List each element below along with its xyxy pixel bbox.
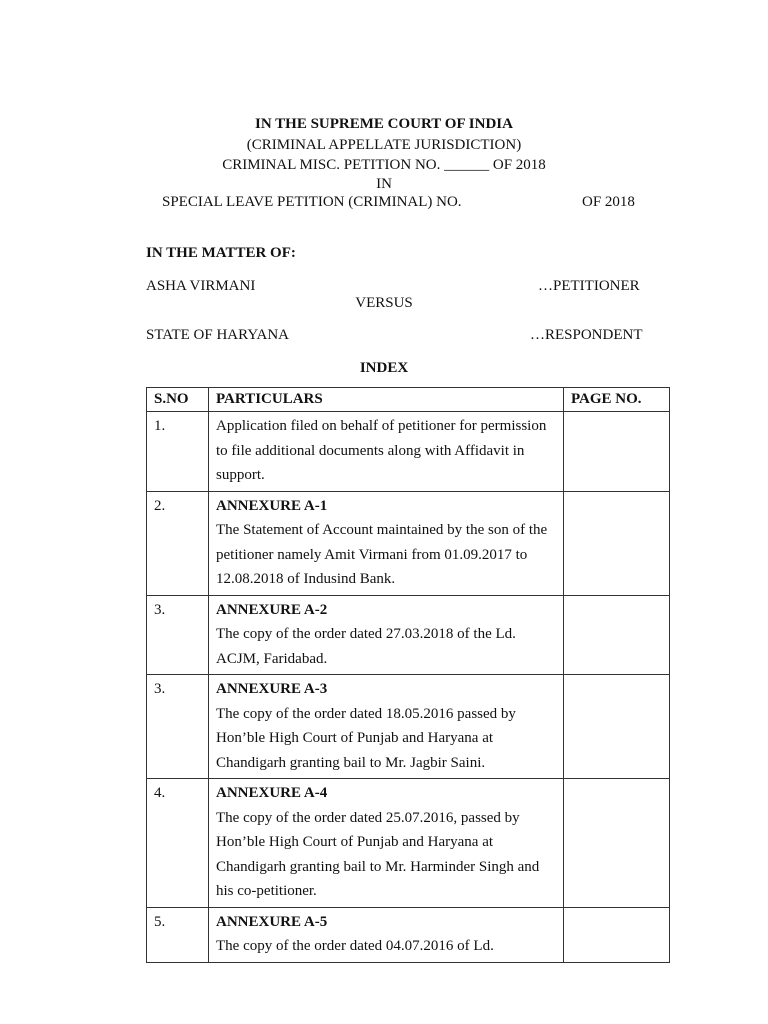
row-page [564, 779, 670, 908]
row-sno: 3. [147, 595, 209, 675]
row-text: Application filed on behalf of petitioner for permission to file additional documents along with Affidavit in support. [216, 418, 547, 483]
row-page [564, 907, 670, 962]
row-annexure: ANNEXURE A-3 [216, 681, 328, 697]
petition-number-line: CRIMINAL MISC. PETITION NO. ______ OF 2018 [222, 157, 546, 173]
versus-text: VERSUS [355, 295, 413, 311]
row-text: The copy of the order dated 25.07.2016, passed by Hon’ble High Court of Punjab and Haryana at Chandigarh granting bail to Mr. Harminder Singh and his co-petitioner. [216, 809, 540, 899]
row-annexure: ANNEXURE A-2 [216, 601, 328, 618]
row-text: The Statement of Account maintained by the son of the petitioner namely Amit Virmani from 01.09.2017 to 12.08.2018 of Indusind Bank. [216, 522, 548, 587]
row-text: The copy of the order dated 04.07.2016 of Ld. [216, 938, 494, 954]
petitioner-role: …PETITIONER [538, 278, 640, 294]
header-sno: S.NO [147, 388, 209, 412]
row-page [564, 675, 670, 779]
respondent-role: …RESPONDENT [530, 327, 643, 343]
row-particulars [209, 675, 564, 779]
row-particulars [209, 595, 564, 675]
in-word: IN [376, 176, 392, 192]
row-sno: 5. [147, 907, 209, 962]
index-title: INDEX [359, 360, 409, 376]
respondent-name: STATE OF HARYANA [146, 327, 289, 343]
court-heading: IN THE SUPREME COURT OF INDIA [255, 116, 513, 132]
table-row [147, 595, 670, 675]
row-particulars [209, 412, 564, 492]
matter-label: IN THE MATTER OF: [146, 245, 296, 261]
header-particulars: PARTICULARS [209, 388, 564, 412]
slp-line-year: OF 2018 [582, 194, 635, 210]
row-page [564, 412, 670, 492]
table-row [147, 491, 670, 595]
row-text: The copy of the order dated 18.05.2016 passed by Hon’ble High Court of Punjab and Haryana at Chandigarh granting bail to Mr. Jagbir Saini. [216, 705, 516, 771]
row-annexure: ANNEXURE A-4 [216, 785, 328, 801]
row-text: The copy of the order dated 27.03.2018 of the Ld. ACJM, Faridabad. [216, 626, 516, 667]
row-sno: 3. [147, 675, 209, 779]
header-page-no: PAGE NO. [564, 388, 670, 412]
table-row [147, 907, 670, 962]
row-sno: 2. [147, 491, 209, 595]
jurisdiction-line: (CRIMINAL APPELLATE JURISDICTION) [246, 137, 522, 153]
row-particulars [209, 779, 564, 908]
index-table [146, 387, 670, 963]
table-row [147, 675, 670, 779]
table-row [147, 412, 670, 492]
row-page [564, 491, 670, 595]
table-row [147, 779, 670, 908]
row-particulars [209, 907, 564, 962]
row-page [564, 595, 670, 675]
row-sno: 4. [147, 779, 209, 908]
row-annexure: ANNEXURE A-1 [216, 497, 328, 514]
row-annexure: ANNEXURE A-5 [216, 913, 328, 930]
row-particulars [209, 491, 564, 595]
row-sno: 1. [147, 412, 209, 492]
table-header-row [147, 388, 670, 412]
petitioner-name: ASHA VIRMANI [146, 278, 256, 294]
slp-line-label: SPECIAL LEAVE PETITION (CRIMINAL) NO. [162, 194, 462, 210]
